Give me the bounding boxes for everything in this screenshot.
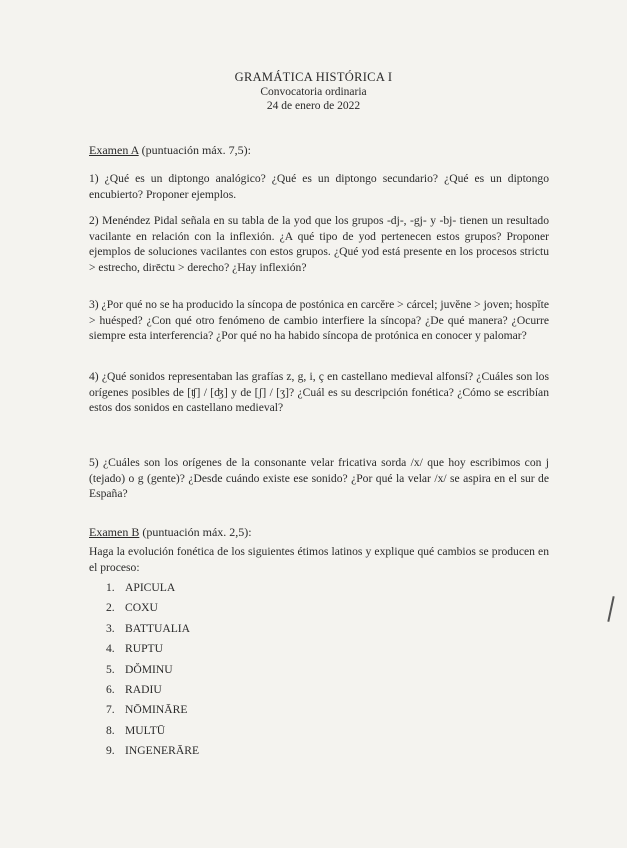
etymon: COXU: [125, 601, 158, 615]
exam-a-question-1: 1) ¿Qué es un diptongo analógico? ¿Qué es un diptongo secundario? ¿Qué es un diptongo encubierto? Proponer ejemplos.: [89, 172, 549, 201]
document-title: GRAMÁTICA HISTÓRICA I: [234, 70, 393, 84]
etymon: DŎMINU: [125, 662, 173, 676]
list-item: 8. MULTŪ: [106, 721, 199, 741]
document-header: [0, 70, 627, 113]
exam-a-heading: Examen A: [89, 143, 139, 157]
list-item: 7. NŌMINĀRE: [106, 700, 199, 720]
exam-a-question-4: 4) ¿Qué sonidos representaban las grafías z, g, i, ç en castellano medieval alfonsí? ¿Cuáles son los orígenes posibles de [ʧ] / [ʤ] y de [ʃ] / [ʒ]? ¿Cuál es su descripción fonética? ¿Cómo se escribían estos dos sonidos en castellano medieval?: [89, 370, 549, 414]
list-item: 1. APICULA: [106, 578, 199, 598]
document-subtitle: Convocatoria ordinaria: [260, 86, 367, 98]
etymon-list: [106, 578, 199, 762]
exam-b-heading-line: [89, 525, 252, 540]
exam-a-question-3: 3) ¿Por qué no se ha producido la síncopa de postónica en carcĕre > cárcel; juvĕne > joven; hospĭte > huésped? ¿Con qué otro fenómeno de cambio interfiere la síncopa? ¿De qué manera? ¿Ocurre siempre esta interferencia? ¿Por qué no ha habido síncopa de protónica en conocer y palomar?: [89, 298, 549, 342]
etymon: MULTŪ: [125, 723, 166, 737]
exam-a-question-2: 2) Menéndez Pidal señala en su tabla de la yod que los grupos -dj-, -gj- y -bj- tienen un resultado vacilante en relación con la inflexión. ¿A qué tipo de yod pertenecen estos grupos? Proponer ejemplos de soluciones vacilantes con estos grupos. ¿Qué yod está presente en los procesos strictu > estrecho, dirēctu > derecho? ¿Hay inflexión?: [89, 214, 549, 274]
list-item: 5. DŎMINU: [106, 660, 199, 680]
etymon: RADIU: [125, 683, 162, 697]
list-item: 3. BATTUALIA: [106, 619, 199, 639]
document-date: 24 de enero de 2022: [266, 100, 361, 112]
list-item: 9. INGENERĀRE: [106, 741, 199, 761]
list-item: 2. COXU: [106, 598, 199, 618]
exam-b-heading: Examen B: [89, 525, 140, 539]
etymon: RUPTU: [125, 642, 164, 656]
etymon: APICULA: [125, 581, 176, 594]
exam-a-question-5: 5) ¿Cuáles son los orígenes de la consonante velar fricativa sorda /x/ que hoy escribimos con j (tejado) o g (gente)? ¿Desde cuándo existe ese sonido? ¿Por qué la velar /x/ se aspira en el sur de España?: [89, 456, 549, 500]
exam-a-heading-line: [89, 143, 251, 158]
etymon: INGENERĀRE: [125, 744, 200, 758]
list-item: 4. RUPTU: [106, 639, 199, 659]
etymon: NŌMINĀRE: [125, 703, 188, 717]
exam-b-points: (puntuación máx. 2,5):: [142, 525, 252, 539]
pen-mark: [607, 596, 614, 622]
list-item: 6. RADIU: [106, 680, 199, 700]
exam-a-points: (puntuación máx. 7,5):: [141, 143, 251, 157]
exam-b-instructions: Haga la evolución fonética de los siguientes étimos latinos y explique qué cambios se producen en el proceso:: [89, 545, 549, 574]
etymon: BATTUALIA: [125, 621, 191, 635]
